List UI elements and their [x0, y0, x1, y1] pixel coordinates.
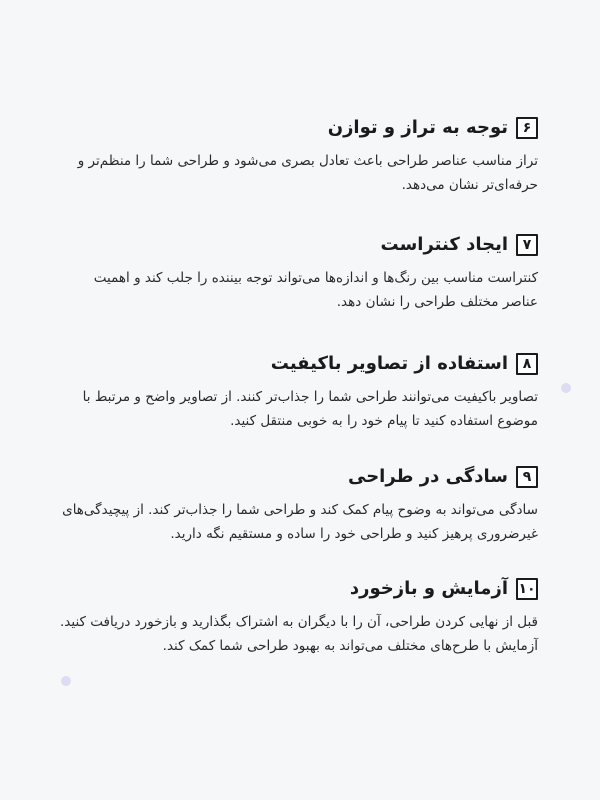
tip-number-badge: ۱۰ [516, 578, 538, 600]
tip-6 [58, 115, 538, 197]
tip-number-badge: ۹ [516, 466, 538, 488]
tip-7 [58, 232, 538, 314]
tip-heading [58, 115, 538, 141]
tip-title: آزمایش و بازخورد [349, 578, 508, 599]
tip-number-badge: ۸ [516, 353, 538, 375]
tip-title: استفاده از تصاویر باکیفیت [270, 353, 508, 374]
tip-9 [58, 464, 538, 546]
decorative-dot [561, 383, 571, 393]
tip-heading [58, 351, 538, 377]
tip-10 [58, 576, 538, 658]
tip-number-badge: ۶ [516, 117, 538, 139]
tip-body: قبل از نهایی کردن طراحی، آن را با دیگران به اشتراک بگذارید و بازخورد دریافت کنید. آزمایش با طرح‌های مختلف می‌تواند به بهبود طراحی شما کمک کند. [60, 614, 538, 654]
tip-heading [58, 464, 538, 490]
tip-body: سادگی می‌تواند به وضوح پیام کمک کند و طراحی شما را جذاب‌تر کند. از پیچیدگی‌های غیرضروری پرهیز کنید و طراحی خود را ساده و مستقیم نگه دارید. [62, 502, 538, 542]
tip-body: تصاویر باکیفیت می‌توانند طراحی شما را جذاب‌تر کنند. از تصاویر واضح و مرتبط با موضوع استفاده کنید تا پیام خود را به خوبی منتقل کنید. [82, 389, 538, 429]
tip-title: توجه به تراز و توازن [327, 117, 508, 138]
tip-body: تراز مناسب عناصر طراحی باعث تعادل بصری می‌شود و طراحی شما را منظم‌تر و حرفه‌ای‌تر نشان می‌دهد. [77, 153, 538, 193]
tip-8 [58, 351, 538, 433]
tip-title: ایجاد کنتراست [380, 234, 508, 255]
decorative-dot [61, 676, 71, 686]
tip-body: کنتراست مناسب بین رنگ‌ها و اندازه‌ها می‌تواند توجه بیننده را جلب کند و اهمیت عناصر مختلف طراحی را نشان دهد. [93, 270, 538, 310]
tip-heading [58, 232, 538, 258]
tip-number-badge: ۷ [516, 234, 538, 256]
tip-title: سادگی در طراحی [347, 466, 508, 487]
tip-heading [58, 576, 538, 602]
